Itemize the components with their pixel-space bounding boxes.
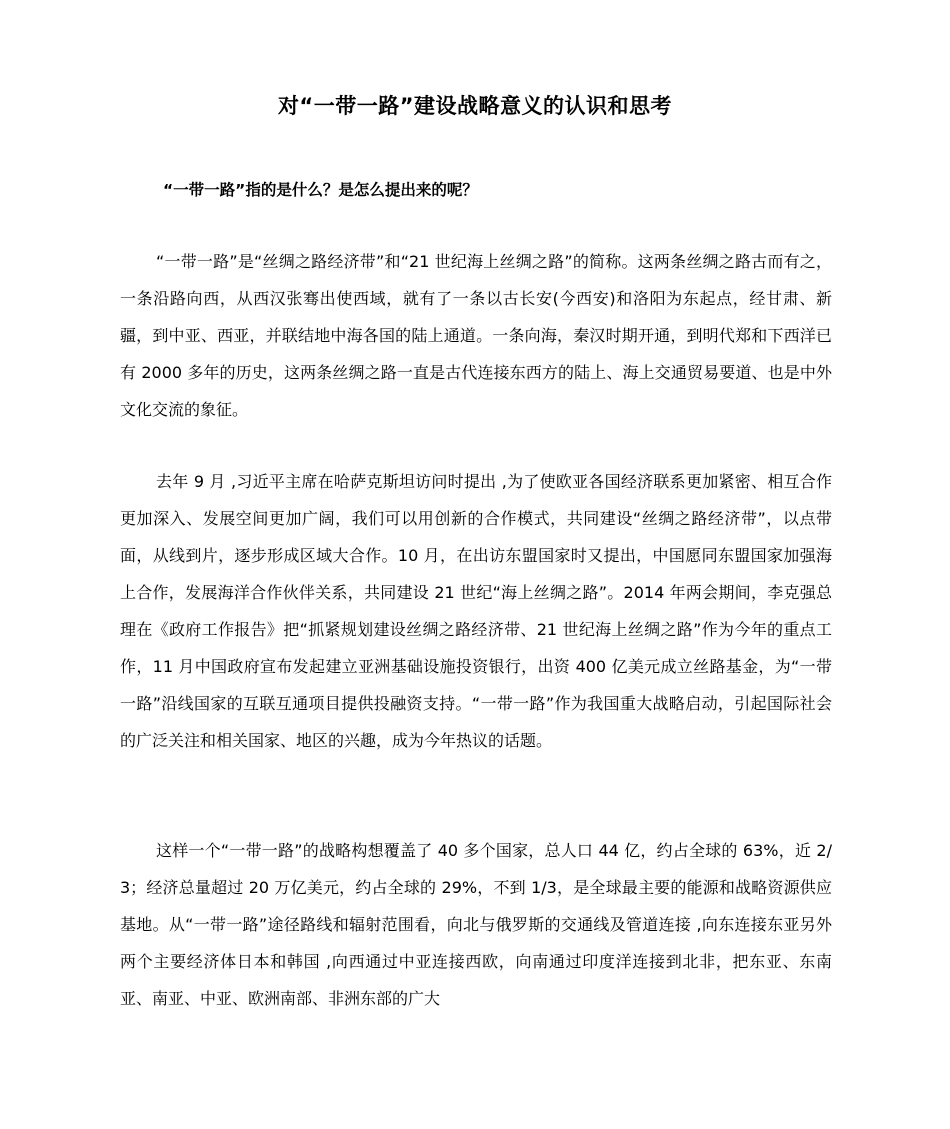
section-subheading: “一带一路”指的是什么？是怎么提出来的呢？ <box>163 181 478 199</box>
document-title: 对“一带一路”建设战略意义的认识和思考 <box>277 94 673 118</box>
paragraph-2: 去年 9 月 ,习近平主席在哈萨克斯坦访问时提出 ,为了使欧亚各国经济联系更加紧密、相互合作更加深入、发展空间更加广阔，我们可以用创新的合作模式，共同建设“丝绸之路经济带”，以点带面，从线到片，逐步形成区域大合作。10 月，在出访东盟国家时又提出，中国愿同东盟国家加强海上合作，发展海洋合作伙伴关系，共同建设 21 世纪“海上丝绸之路”。2014 年两会期间，李克强总理在《政府工作报告》把“抓紧规划建设丝绸之路经济带、21 世纪海上丝绸之路”作为今年的重点工作，11 月中国政府宣布发起建立亚洲基础设施投资银行，出资 400 亿美元成立丝路基金，为“一带一路”沿线国家的互联互通项目提供投融资支持。“一带一路”作为我国重大战略启动，引起国际社会的广泛关注和相关国家、地区的兴趣，成为今年热议的话题。 <box>120 472 832 750</box>
paragraph-1: “一带一路”是“丝绸之路经济带”和“21 世纪海上丝绸之路”的简称。这两条丝绸之路古而有之，一条沿路向西，从西汉张骞出使西域，就有了一条以古长安(今西安)和洛阳为东起点，经甘肃、新疆，到中亚、西亚，并联结地中海各国的陆上通道。一条向海，秦汉时期开通，到明代郑和下西洋已有 2000 多年的历史，这两条丝绸之路一直是古代连接东西方的陆上、海上交通贸易要道、也是中外文化交流的象征。 <box>120 252 832 419</box>
paragraph-3: 这样一个“一带一路”的战略构想覆盖了 40 多个国家，总人口 44 亿，约占全球的 63%，近 2/3；经济总量超过 20 万亿美元，约占全球的 29%，不到 1/3，是全球最主要的能源和战略资源供应基地。从“一带一路”途径路线和辐射范围看，向北与俄罗斯的交通线及管道连接 ,向东连接东亚另外两个主要经济体日本和韩国 ,向西通过中亚连接西欧，向南通过印度洋连接到北非，把东亚、东南亚、南亚、中亚、欧洲南部、非洲东部的广大 <box>120 841 832 1008</box>
